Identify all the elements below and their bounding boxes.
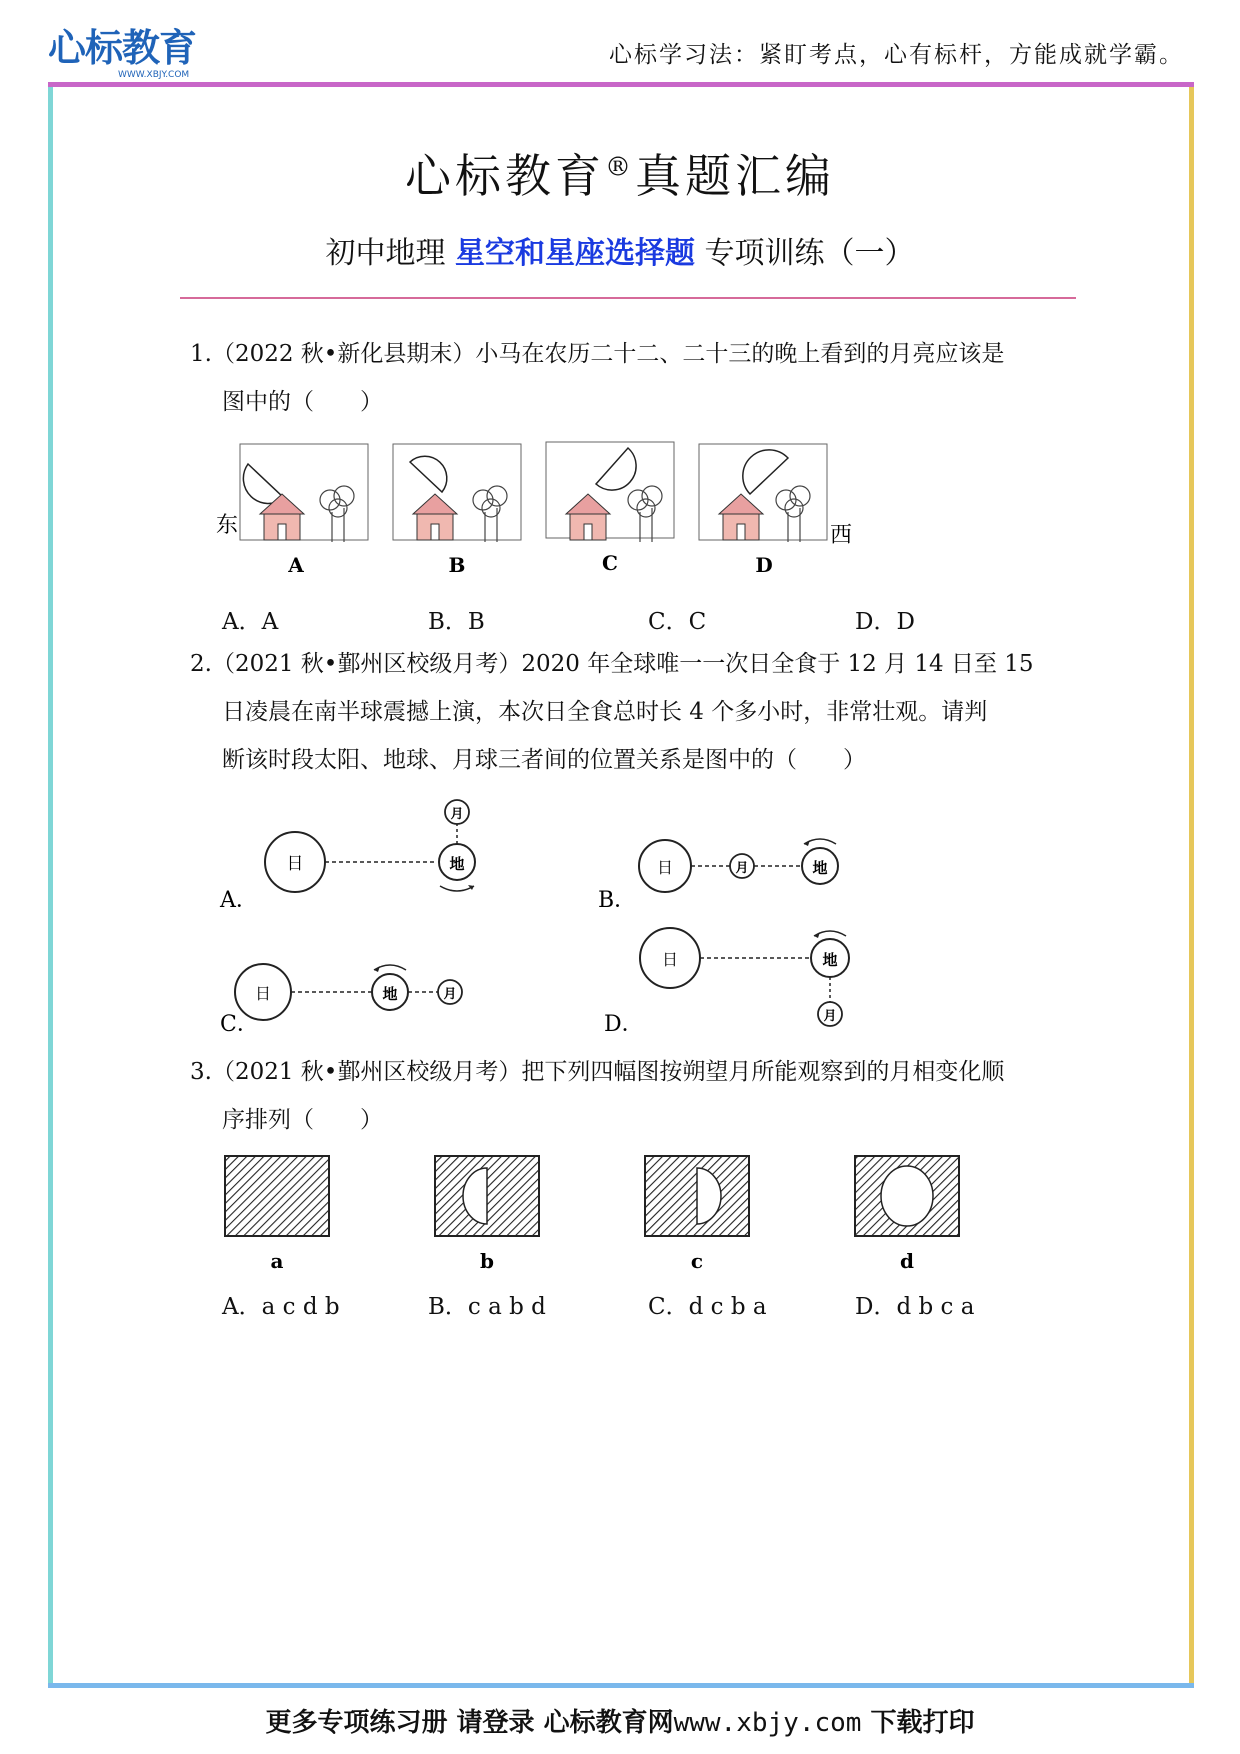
q3-option-b[interactable]: B．c a b d — [428, 1294, 546, 1320]
footer-url[interactable]: www.xbjy.com — [673, 1708, 862, 1738]
question-2-figure — [210, 790, 1010, 1035]
right-border — [1189, 87, 1194, 1685]
west-label: 西 — [830, 523, 853, 548]
q1-option-c[interactable]: C．C — [648, 609, 707, 635]
question-2-line2: 日凌晨在南半球震撼上演，本次日全食总时长 4 个多小时，非常壮观。请判 — [222, 699, 988, 725]
q2-option-a[interactable]: A． — [220, 888, 258, 913]
subtitle-topic: 星空和星座选择题 — [455, 236, 695, 271]
registered-mark: ® — [605, 152, 635, 183]
q1-option-a[interactable]: A．A — [222, 609, 279, 635]
diagram-a — [219, 800, 475, 913]
diagram-d — [604, 928, 849, 1035]
moon-panel-d — [699, 444, 827, 577]
moon-label: 月 — [450, 807, 464, 822]
page-title — [0, 140, 1240, 206]
question-3-figure — [210, 1150, 990, 1280]
phase-label-c: c — [690, 1249, 704, 1273]
q3-option-a[interactable]: A．a c d b — [222, 1294, 340, 1320]
footer-text: 更多专项练习册 请登录 心标教育网 — [265, 1708, 674, 1738]
sun-label: 日 — [286, 854, 304, 874]
east-label: 东 — [216, 513, 239, 538]
phase-panel-d — [855, 1156, 959, 1273]
q3-option-c[interactable]: C．d c b a — [648, 1294, 767, 1320]
moon-label: 月 — [443, 987, 457, 1002]
sun-label: 日 — [661, 950, 679, 969]
phase-panel-c — [645, 1156, 749, 1273]
page-subtitle — [0, 228, 1240, 272]
sun-label: 日 — [254, 984, 272, 1003]
question-2-line1: 2.（2021 秋•鄞州区校级月考）2020 年全球唯一一次日全食于 12 月 14 日至 15 — [190, 651, 1034, 677]
moon-label: 月 — [823, 1009, 837, 1024]
earth-label: 地 — [449, 855, 465, 873]
logo-text: 心标教育 — [48, 26, 197, 70]
panel-label-b: B — [448, 553, 466, 577]
q1-option-d[interactable]: D．D — [855, 609, 915, 635]
logo-url: WWW.XBJY.COM — [118, 70, 190, 80]
q1-option-b[interactable]: B．B — [428, 609, 485, 635]
header-motto: 心标学习法：紧盯考点，心有标杆，方能成就学霸。 — [609, 42, 1184, 68]
sun-label: 日 — [656, 858, 674, 877]
phase-label-b: b — [480, 1249, 494, 1273]
moon-label: 月 — [735, 861, 749, 876]
question-1-figure — [210, 440, 870, 585]
diagram-b — [598, 839, 838, 913]
question-1-line1: 1.（2022 秋•新化县期末）小马在农历二十二、二十三的晚上看到的月亮应该是 — [190, 341, 1005, 367]
panel-label-c: C — [602, 551, 618, 575]
question-3-line1: 3.（2021 秋•鄞州区校级月考）把下列四幅图按朔望月所能观察到的月相变化顺 — [190, 1059, 1005, 1085]
question-1-line2: 图中的（ ） — [222, 389, 383, 415]
title-rest: 真题汇编 — [635, 149, 835, 203]
left-border — [48, 87, 53, 1685]
earth-label: 地 — [812, 859, 828, 877]
question-3-line2: 序排列（ ） — [222, 1107, 383, 1133]
phase-panel-a — [225, 1156, 329, 1273]
subtitle-subject: 初中地理 — [325, 236, 455, 271]
moon-panel-b — [393, 444, 521, 577]
logo — [48, 28, 208, 84]
q2-option-b[interactable]: B． — [598, 888, 637, 913]
question-3 — [190, 1048, 1070, 1144]
footer-suffix: 下载打印 — [861, 1708, 975, 1738]
panel-label-a: A — [288, 553, 304, 577]
question-2-line3: 断该时段太阳、地球、月球三者间的位置关系是图中的（ ） — [222, 747, 866, 773]
moon-panel-c — [546, 442, 674, 575]
title-divider — [180, 297, 1076, 299]
subtitle-suffix: 专项训练（一） — [695, 236, 915, 271]
title-main: 心标教育 — [405, 149, 605, 203]
earth-label: 地 — [382, 985, 398, 1003]
phase-panel-b — [435, 1156, 539, 1273]
q2-option-d[interactable]: D． — [604, 1012, 644, 1035]
q3-option-d[interactable]: D．d b c a — [855, 1294, 975, 1320]
phase-label-d: d — [900, 1249, 914, 1273]
bottom-border — [48, 1683, 1194, 1688]
top-border — [48, 82, 1194, 87]
moon-panel-a — [240, 444, 368, 577]
earth-label: 地 — [822, 951, 838, 969]
q2-option-c[interactable]: C． — [220, 1012, 259, 1035]
diagram-c — [220, 964, 462, 1035]
phase-label-a: a — [270, 1249, 284, 1273]
page-footer — [0, 1702, 1240, 1739]
question-1 — [190, 330, 1070, 426]
question-2 — [190, 640, 1070, 784]
panel-label-d: D — [755, 553, 773, 577]
